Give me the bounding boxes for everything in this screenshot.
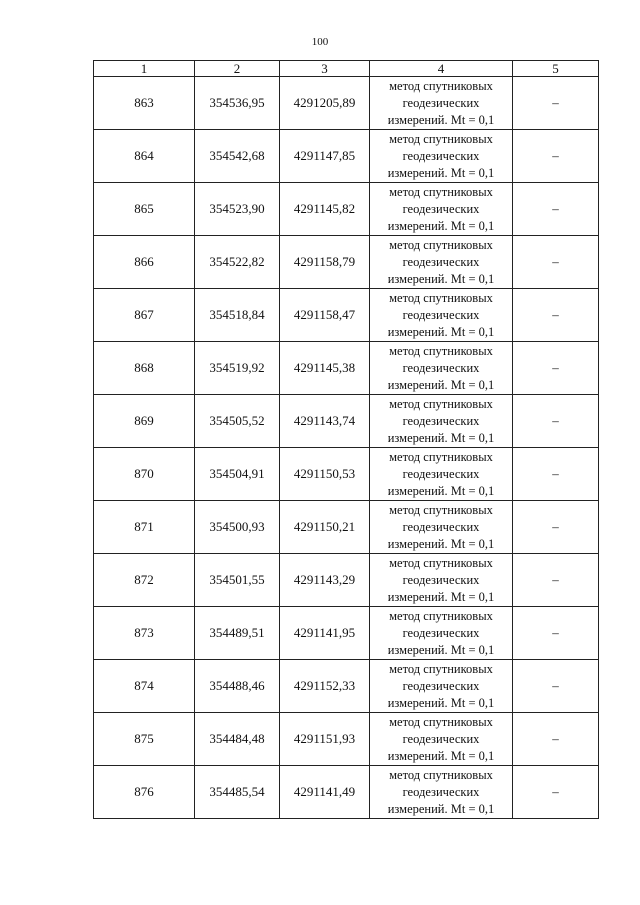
method-line: измерений. Mt = 0,1 xyxy=(387,324,495,339)
method-line: метод спутниковых xyxy=(389,608,493,623)
method-line: измерений. Mt = 0,1 xyxy=(387,695,495,710)
point-number-cell: 868 xyxy=(94,342,195,395)
note-cell: – xyxy=(513,236,599,289)
method-cell xyxy=(370,607,513,660)
method-line: метод спутниковых xyxy=(389,714,493,729)
column-header-5: 5 xyxy=(513,61,599,77)
method-line: метод спутниковых xyxy=(389,767,493,782)
y-coordinate-cell: 4291141,49 xyxy=(280,766,370,819)
x-coordinate-cell: 354489,51 xyxy=(195,607,280,660)
y-coordinate-cell: 4291150,21 xyxy=(280,501,370,554)
method-line: геодезических xyxy=(402,413,480,428)
method-line: геодезических xyxy=(402,678,480,693)
method-line: метод спутниковых xyxy=(389,78,493,93)
note-cell: – xyxy=(513,130,599,183)
method-cell xyxy=(370,501,513,554)
y-coordinate-cell: 4291145,38 xyxy=(280,342,370,395)
method-line: метод спутниковых xyxy=(389,449,493,464)
column-header-1: 1 xyxy=(94,61,195,77)
method-line: измерений. Mt = 0,1 xyxy=(387,112,495,127)
method-line: метод спутниковых xyxy=(389,555,493,570)
method-line: геодезических xyxy=(402,254,480,269)
method-line: измерений. Mt = 0,1 xyxy=(387,748,495,763)
table-row xyxy=(94,130,599,183)
table-row xyxy=(94,713,599,766)
y-coordinate-cell: 4291145,82 xyxy=(280,183,370,236)
y-coordinate-cell: 4291151,93 xyxy=(280,713,370,766)
method-line: метод спутниковых xyxy=(389,396,493,411)
column-header-2: 2 xyxy=(195,61,280,77)
method-line: метод спутниковых xyxy=(389,661,493,676)
method-line: геодезических xyxy=(402,519,480,534)
table-row xyxy=(94,766,599,819)
method-cell xyxy=(370,766,513,819)
point-number-cell: 867 xyxy=(94,289,195,342)
coordinates-table xyxy=(93,60,599,819)
point-number-cell: 876 xyxy=(94,766,195,819)
method-line: геодезических xyxy=(402,95,480,110)
method-line: геодезических xyxy=(402,466,480,481)
method-line: метод спутниковых xyxy=(389,343,493,358)
method-line: метод спутниковых xyxy=(389,237,493,252)
note-cell: – xyxy=(513,607,599,660)
point-number-cell: 873 xyxy=(94,607,195,660)
y-coordinate-cell: 4291147,85 xyxy=(280,130,370,183)
table-row xyxy=(94,289,599,342)
method-line: геодезических xyxy=(402,731,480,746)
x-coordinate-cell: 354485,54 xyxy=(195,766,280,819)
x-coordinate-cell: 354505,52 xyxy=(195,395,280,448)
point-number-cell: 871 xyxy=(94,501,195,554)
note-cell: – xyxy=(513,183,599,236)
point-number-cell: 866 xyxy=(94,236,195,289)
table-row xyxy=(94,607,599,660)
table-header xyxy=(94,61,599,77)
point-number-cell: 875 xyxy=(94,713,195,766)
table-row xyxy=(94,448,599,501)
note-cell: – xyxy=(513,342,599,395)
table-row xyxy=(94,183,599,236)
table-row xyxy=(94,660,599,713)
y-coordinate-cell: 4291143,74 xyxy=(280,395,370,448)
table-row xyxy=(94,342,599,395)
x-coordinate-cell: 354484,48 xyxy=(195,713,280,766)
method-line: метод спутниковых xyxy=(389,290,493,305)
table-body xyxy=(94,77,599,819)
point-number-cell: 865 xyxy=(94,183,195,236)
method-line: геодезических xyxy=(402,572,480,587)
y-coordinate-cell: 4291150,53 xyxy=(280,448,370,501)
method-line: геодезических xyxy=(402,307,480,322)
method-line: геодезических xyxy=(402,360,480,375)
x-coordinate-cell: 354500,93 xyxy=(195,501,280,554)
method-line: метод спутниковых xyxy=(389,184,493,199)
y-coordinate-cell: 4291152,33 xyxy=(280,660,370,713)
method-cell xyxy=(370,130,513,183)
method-cell xyxy=(370,183,513,236)
method-line: измерений. Mt = 0,1 xyxy=(387,642,495,657)
method-line: геодезических xyxy=(402,625,480,640)
point-number-cell: 872 xyxy=(94,554,195,607)
y-coordinate-cell: 4291143,29 xyxy=(280,554,370,607)
method-line: геодезических xyxy=(402,784,480,799)
point-number-cell: 869 xyxy=(94,395,195,448)
point-number-cell: 870 xyxy=(94,448,195,501)
method-line: измерений. Mt = 0,1 xyxy=(387,165,495,180)
column-header-4: 4 xyxy=(370,61,513,77)
x-coordinate-cell: 354523,90 xyxy=(195,183,280,236)
y-coordinate-cell: 4291158,47 xyxy=(280,289,370,342)
method-cell xyxy=(370,342,513,395)
method-line: измерений. Mt = 0,1 xyxy=(387,430,495,445)
header-row xyxy=(94,61,599,77)
x-coordinate-cell: 354501,55 xyxy=(195,554,280,607)
x-coordinate-cell: 354518,84 xyxy=(195,289,280,342)
x-coordinate-cell: 354522,82 xyxy=(195,236,280,289)
y-coordinate-cell: 4291158,79 xyxy=(280,236,370,289)
note-cell: – xyxy=(513,395,599,448)
method-cell xyxy=(370,713,513,766)
note-cell: – xyxy=(513,448,599,501)
page-number: 100 xyxy=(311,36,329,48)
method-line: метод спутниковых xyxy=(389,131,493,146)
y-coordinate-cell: 4291205,89 xyxy=(280,77,370,130)
x-coordinate-cell: 354519,92 xyxy=(195,342,280,395)
y-coordinate-cell: 4291141,95 xyxy=(280,607,370,660)
note-cell: – xyxy=(513,289,599,342)
table-row xyxy=(94,395,599,448)
point-number-cell: 864 xyxy=(94,130,195,183)
table-row xyxy=(94,554,599,607)
method-line: измерений. Mt = 0,1 xyxy=(387,801,495,816)
table-row xyxy=(94,236,599,289)
x-coordinate-cell: 354504,91 xyxy=(195,448,280,501)
method-cell xyxy=(370,554,513,607)
method-line: измерений. Mt = 0,1 xyxy=(387,589,495,604)
method-line: измерений. Mt = 0,1 xyxy=(387,271,495,286)
method-cell xyxy=(370,289,513,342)
note-cell: – xyxy=(513,660,599,713)
note-cell: – xyxy=(513,766,599,819)
x-coordinate-cell: 354536,95 xyxy=(195,77,280,130)
method-line: измерений. Mt = 0,1 xyxy=(387,483,495,498)
note-cell: – xyxy=(513,554,599,607)
method-line: измерений. Mt = 0,1 xyxy=(387,377,495,392)
method-cell xyxy=(370,448,513,501)
note-cell: – xyxy=(513,713,599,766)
point-number-cell: 863 xyxy=(94,77,195,130)
table-row xyxy=(94,77,599,130)
method-line: измерений. Mt = 0,1 xyxy=(387,218,495,233)
point-number-cell: 874 xyxy=(94,660,195,713)
x-coordinate-cell: 354488,46 xyxy=(195,660,280,713)
method-line: измерений. Mt = 0,1 xyxy=(387,536,495,551)
method-line: геодезических xyxy=(402,148,480,163)
method-cell xyxy=(370,236,513,289)
note-cell: – xyxy=(513,501,599,554)
method-cell xyxy=(370,660,513,713)
method-cell xyxy=(370,77,513,130)
column-header-3: 3 xyxy=(280,61,370,77)
method-cell xyxy=(370,395,513,448)
method-line: геодезических xyxy=(402,201,480,216)
x-coordinate-cell: 354542,68 xyxy=(195,130,280,183)
method-line: метод спутниковых xyxy=(389,502,493,517)
table-row xyxy=(94,501,599,554)
note-cell: – xyxy=(513,77,599,130)
